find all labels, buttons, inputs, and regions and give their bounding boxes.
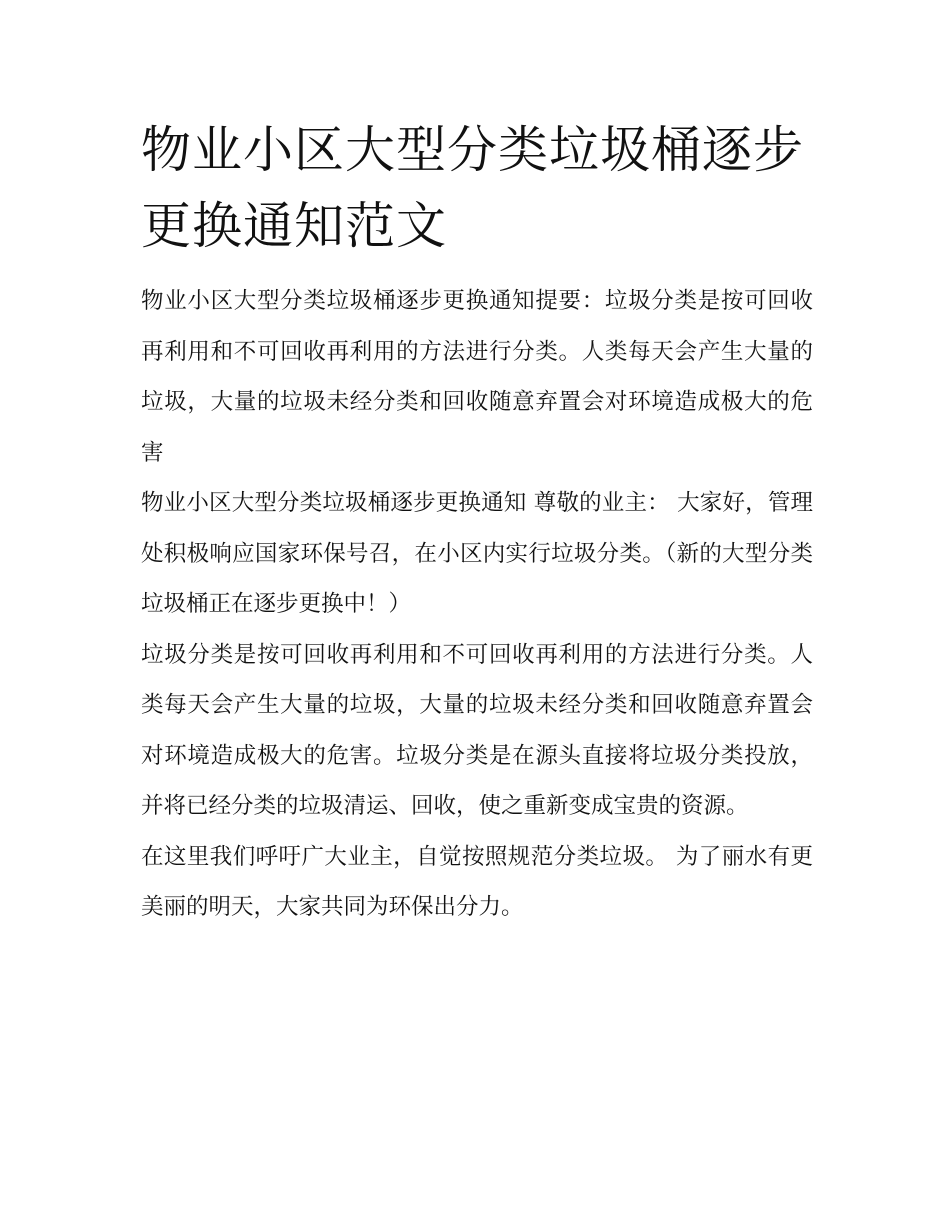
appeal-paragraph: 在这里我们呼吁广大业主，自觉按照规范分类垃圾。 为了丽水有更美丽的明天，大家共同为环保出分力。 [141, 843, 813, 920]
explanation-paragraph: 垃圾分类是按可回收再利用和不可回收再利用的方法进行分类。人类每天会产生大量的垃圾，大量的垃圾未经分类和回收随意弃置会对环境造成极大的危害。垃圾分类是在源头直接将垃圾分类投放，并将已经分类的垃圾清运、回收，使之重新变成宝贵的资源。 [141, 641, 813, 819]
notice-paragraph: 物业小区大型分类垃圾桶逐步更换通知 尊敬的业主： 大家好，管理处积极响应国家环保号召，在小区内实行垃圾分类。（新的大型分类垃圾桶正在逐步更换中！） [141, 490, 813, 617]
document-body [141, 112, 813, 933]
document-title: 物业小区大型分类垃圾桶逐步更换通知范文 [141, 121, 804, 255]
summary-paragraph: 物业小区大型分类垃圾桶逐步更换通知提要：垃圾分类是按可回收再利用和不可回收再利用的方法进行分类。人类每天会产生大量的垃圾，大量的垃圾未经分类和回收随意弃置会对环境造成极大的危害 [141, 288, 813, 466]
